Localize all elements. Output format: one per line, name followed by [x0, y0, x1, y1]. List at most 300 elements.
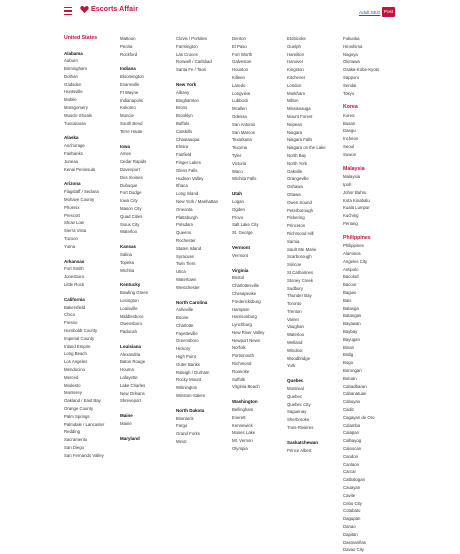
city-link[interactable]: Calbayog — [343, 438, 362, 444]
city-link[interactable]: Fargo — [176, 423, 188, 429]
city-link[interactable]: Humboldt County — [64, 328, 98, 333]
city-link[interactable]: Roanoke — [232, 368, 250, 374]
city-link[interactable]: Oshawa — [287, 184, 303, 190]
city-link[interactable]: Ames — [120, 151, 131, 157]
city-link[interactable]: Rocky Mount — [176, 377, 202, 383]
city-link[interactable]: Richmond — [232, 361, 252, 367]
city-link[interactable]: Potsdam — [176, 222, 193, 228]
city-link[interactable]: North York — [287, 160, 308, 166]
city-link[interactable]: Twin Tiers — [176, 261, 196, 267]
city-link[interactable]: Woodbridge — [287, 355, 311, 361]
city-link[interactable]: New York / Manhattan — [176, 198, 219, 204]
country-heading[interactable]: Philippines — [343, 234, 371, 241]
country-heading[interactable]: United States — [64, 35, 98, 41]
city-link[interactable]: Paducah — [120, 329, 137, 335]
city-link[interactable]: Calamba — [343, 422, 361, 428]
city-link[interactable]: Fairfield — [176, 152, 192, 158]
city-link[interactable]: Vaughan — [287, 324, 304, 330]
city-link[interactable]: Wilmington — [176, 385, 198, 391]
city-link[interactable]: Salina — [120, 251, 132, 257]
city-link[interactable]: Daegu — [343, 128, 356, 134]
city-link[interactable]: Phoenix — [64, 204, 80, 210]
region-heading[interactable]: Iowa — [120, 143, 131, 149]
city-link[interactable]: Cagayan de Oro — [343, 414, 375, 420]
city-link[interactable]: San Antonio — [232, 121, 256, 127]
region-heading[interactable]: Saskatchewan — [287, 439, 319, 445]
city-link[interactable]: Prince Albert — [287, 447, 312, 453]
city-link[interactable]: Farmington — [176, 43, 198, 49]
city-link[interactable]: Inland Empire — [64, 343, 91, 349]
adult-seo-link[interactable]: Adult SEO — [359, 10, 381, 15]
city-link[interactable]: Baybay — [343, 329, 358, 334]
city-link[interactable]: Mendocino — [64, 366, 86, 372]
city-link[interactable]: Rockford — [120, 51, 138, 57]
city-link[interactable]: Mississauga — [287, 106, 311, 112]
city-link[interactable]: Malaysia — [343, 174, 360, 180]
city-link[interactable]: Bakersfield — [64, 304, 86, 310]
city-link[interactable]: Denton — [232, 36, 246, 41]
city-link[interactable]: Houston — [232, 67, 249, 73]
city-link[interactable]: Los Angeles — [64, 359, 88, 365]
city-link[interactable]: Welland — [287, 340, 303, 346]
city-link[interactable]: Bais — [343, 297, 352, 303]
city-link[interactable]: Alaminos — [343, 251, 361, 257]
city-link[interactable]: Evansville — [120, 81, 140, 87]
city-link[interactable]: Buffalo — [176, 120, 190, 126]
city-link[interactable]: Bristol — [232, 275, 244, 281]
city-link[interactable]: Chesapeake — [232, 290, 257, 296]
city-link[interactable]: Incheon — [343, 136, 359, 142]
city-link[interactable]: Trenton — [287, 308, 302, 314]
city-link[interactable]: Chico — [64, 312, 75, 318]
city-link[interactable]: Des moines — [120, 174, 143, 180]
city-link[interactable]: Cadiz — [343, 406, 354, 412]
city-link[interactable]: Simcoe — [287, 262, 302, 268]
region-heading[interactable]: Alaska — [64, 135, 79, 141]
city-link[interactable]: Iowa City — [120, 198, 138, 204]
city-link[interactable]: Fresno — [64, 320, 78, 326]
city-link[interactable]: Catbalogan — [343, 477, 365, 483]
city-link[interactable]: Clovis / Portales — [176, 36, 208, 41]
country-heading[interactable]: Malaysia — [343, 165, 365, 172]
city-link[interactable]: Pickering — [287, 215, 305, 221]
city-link[interactable]: Gadsden — [64, 81, 82, 87]
city-link[interactable]: Maine — [120, 421, 132, 427]
city-link[interactable]: Hanover — [287, 59, 304, 65]
city-link[interactable]: Lake Charles — [120, 382, 146, 388]
city-link[interactable]: Cotabato — [343, 508, 361, 514]
city-link[interactable]: Roswell / Carlsbad — [176, 59, 212, 65]
city-link[interactable]: Chautauqua — [176, 136, 200, 142]
city-link[interactable]: Hiroshima — [343, 43, 363, 49]
city-link[interactable]: Sudbury — [287, 285, 304, 291]
city-link[interactable]: Hampton — [232, 306, 250, 312]
city-link[interactable]: Redding — [64, 429, 81, 435]
city-link[interactable]: Batangas — [343, 313, 362, 319]
city-link[interactable]: Orange County — [64, 405, 94, 411]
city-link[interactable]: Sioux City — [120, 221, 140, 227]
city-link[interactable]: Everett — [232, 414, 246, 420]
city-link[interactable]: Merced — [64, 374, 79, 380]
city-link[interactable]: Niagara Falls — [287, 137, 313, 143]
city-link[interactable]: Niagara — [287, 129, 303, 135]
city-link[interactable]: Bayawan — [343, 321, 361, 327]
city-link[interactable]: Stoney Creek — [287, 277, 314, 283]
city-link[interactable]: Waco — [232, 168, 243, 174]
city-link[interactable]: Dubuque — [120, 182, 138, 188]
city-link[interactable]: Richmond Hill — [287, 230, 314, 236]
region-heading[interactable]: North Carolina — [176, 299, 208, 305]
city-link[interactable]: Cauayan — [343, 484, 361, 490]
city-link[interactable]: St. George — [232, 230, 253, 236]
city-link[interactable]: Toronto — [287, 301, 302, 307]
region-heading[interactable]: North Dakota — [176, 407, 205, 413]
city-link[interactable]: Yuma — [64, 243, 75, 249]
region-heading[interactable]: Indiana — [120, 66, 136, 72]
city-link[interactable]: Brooklyn — [176, 113, 193, 119]
city-link[interactable]: Wichita Falls — [232, 176, 257, 182]
city-link[interactable]: Asheville — [176, 307, 194, 313]
city-link[interactable]: Laredo — [232, 82, 246, 88]
city-link[interactable]: Sarnia — [287, 238, 300, 244]
region-heading[interactable]: Washington — [232, 399, 258, 405]
city-link[interactable]: Shreveport — [120, 398, 142, 404]
city-link[interactable]: Minot — [176, 439, 187, 445]
city-link[interactable]: Queens — [176, 230, 192, 236]
city-link[interactable]: Mcallen — [232, 106, 247, 112]
city-link[interactable]: Grand Forks — [176, 431, 200, 437]
region-heading[interactable]: Kentucky — [120, 282, 141, 288]
city-link[interactable]: Oakland / East Bay — [64, 398, 101, 404]
city-link[interactable]: Modesto — [64, 382, 81, 388]
city-link[interactable]: Salt Lake City — [232, 222, 259, 228]
city-link[interactable]: Texoma — [232, 145, 248, 151]
city-link[interactable]: Bayugan — [343, 336, 360, 342]
city-link[interactable]: Fort Dodge — [120, 190, 142, 196]
city-link[interactable]: Portsmouth — [232, 353, 254, 359]
city-link[interactable]: Cabuyao — [343, 399, 361, 405]
region-heading[interactable]: Kansas — [120, 244, 137, 250]
city-link[interactable]: Ipoh — [343, 181, 352, 187]
hamburger-menu-icon[interactable] — [64, 7, 72, 15]
region-heading[interactable]: Quebec — [287, 378, 304, 384]
city-link[interactable]: Kennewick — [232, 422, 253, 428]
city-link[interactable]: Staten Island — [176, 245, 202, 251]
city-link[interactable]: Auburn — [64, 58, 78, 64]
city-link[interactable]: Bogo — [343, 360, 354, 366]
city-link[interactable]: Kuching — [343, 213, 359, 219]
city-link[interactable]: Hamilton — [287, 51, 304, 57]
city-link[interactable]: Palm Springs — [64, 413, 90, 419]
region-heading[interactable]: California — [64, 296, 85, 302]
city-link[interactable]: Baguio — [343, 290, 357, 296]
city-link[interactable]: Seoul — [343, 144, 354, 150]
city-link[interactable]: Fairbanks — [64, 151, 83, 157]
city-link[interactable]: Newport News — [232, 337, 260, 343]
city-link[interactable]: Fayetteville — [176, 330, 198, 336]
post-button[interactable]: Post — [382, 7, 395, 17]
city-link[interactable]: Binghamton — [176, 97, 199, 103]
city-link[interactable]: Bacoor — [343, 282, 357, 288]
city-link[interactable]: Huntsville — [64, 89, 83, 95]
city-link[interactable]: Little Rock — [64, 282, 85, 288]
city-link[interactable]: Raleigh / Durham — [176, 369, 210, 375]
city-link[interactable]: Provo — [232, 214, 244, 220]
city-link[interactable]: Syracuse — [176, 253, 194, 259]
city-link[interactable]: Tyler — [232, 152, 242, 158]
city-link[interactable]: Palmdale / Lancaster — [64, 421, 105, 427]
city-link[interactable]: Charlottesville — [232, 283, 259, 289]
city-link[interactable]: Greensboro — [176, 338, 199, 344]
city-link[interactable]: Cedar Rapids — [120, 159, 147, 165]
city-link[interactable]: Markham — [287, 90, 305, 96]
city-link[interactable]: Albany — [176, 89, 190, 95]
city-link[interactable]: Killeen — [232, 74, 245, 80]
city-link[interactable]: Westchester — [176, 284, 200, 290]
brand-logo[interactable] — [80, 5, 138, 14]
city-link[interactable]: Cavite — [343, 492, 356, 498]
city-link[interactable]: Kokomo — [120, 105, 136, 111]
city-link[interactable]: Davao City — [343, 547, 365, 553]
city-link[interactable]: Prescott — [64, 212, 80, 218]
city-link[interactable]: Catskills — [176, 128, 192, 134]
city-link[interactable]: Hudson Valley — [176, 175, 204, 181]
city-link[interactable]: Fort Smith — [64, 266, 84, 272]
city-link[interactable]: Odessa — [232, 113, 247, 119]
city-link[interactable]: Baton Rouge — [120, 359, 146, 365]
city-link[interactable]: Birmingham — [64, 66, 87, 72]
city-link[interactable]: Utica — [176, 269, 186, 275]
city-link[interactable]: Charlotte — [176, 322, 194, 328]
city-link[interactable]: Milton — [287, 98, 299, 104]
city-link[interactable]: Ithaca — [176, 183, 188, 189]
city-link[interactable]: South Bend — [120, 120, 143, 126]
city-link[interactable]: Winston-Salem — [176, 393, 206, 399]
city-link[interactable]: Muscle Shoals — [64, 112, 92, 118]
city-link[interactable]: Lexington — [120, 297, 139, 303]
region-heading[interactable]: Arizona — [64, 181, 81, 187]
city-link[interactable]: Norfolk — [232, 345, 246, 351]
city-link[interactable]: Vanier — [287, 316, 300, 322]
city-link[interactable]: Flagstaff / Sedona — [64, 189, 99, 195]
city-link[interactable]: Oneonta — [176, 206, 193, 212]
city-link[interactable]: Finger Lakes — [176, 159, 201, 165]
city-link[interactable]: Thunder Bay — [287, 293, 312, 299]
city-link[interactable]: Kota Kinabalu — [343, 197, 370, 203]
city-link[interactable]: Rochester — [176, 237, 196, 243]
city-link[interactable]: Okinawa — [343, 59, 360, 65]
city-link[interactable]: Middlesboro — [120, 313, 144, 319]
city-link[interactable]: Lafayette — [120, 375, 138, 381]
city-link[interactable]: Sherbrooke — [287, 417, 310, 423]
city-link[interactable]: Bloomington — [120, 74, 144, 80]
city-link[interactable]: Dothan — [64, 73, 78, 79]
city-link[interactable]: Muncie — [120, 113, 134, 119]
city-link[interactable]: Mason City — [120, 205, 142, 211]
city-link[interactable]: Tokyo — [343, 90, 355, 96]
city-link[interactable]: Mohave County — [64, 197, 95, 203]
city-link[interactable]: Bowling Green — [120, 290, 149, 296]
city-link[interactable]: Antipolo — [343, 266, 359, 272]
city-link[interactable]: Nepean — [287, 121, 303, 127]
city-link[interactable]: Calapan — [343, 430, 360, 436]
city-link[interactable]: Tucson — [64, 236, 78, 242]
city-link[interactable]: Alexandria — [120, 351, 141, 357]
city-link[interactable]: Trois-Rivières — [287, 425, 314, 431]
city-link[interactable]: San Marcos — [232, 129, 255, 135]
region-heading[interactable]: Maine — [120, 413, 133, 419]
region-heading[interactable]: Utah — [232, 191, 242, 197]
city-link[interactable]: Philippines — [343, 243, 364, 249]
city-link[interactable]: Juneau — [64, 158, 79, 164]
city-link[interactable]: Johor Bahru — [343, 189, 367, 195]
city-link[interactable]: Scarborough — [287, 254, 312, 260]
city-link[interactable]: Mattoon — [120, 36, 136, 41]
city-link[interactable]: Glens Falls — [176, 167, 198, 173]
city-link[interactable]: Indianapolis — [120, 97, 143, 103]
city-link[interactable]: Etobicoke — [287, 36, 306, 41]
city-link[interactable]: Davenport — [120, 166, 140, 172]
city-link[interactable]: Long Island — [176, 191, 199, 197]
city-link[interactable]: Cabanatuan — [343, 391, 367, 397]
region-heading[interactable]: Alabama — [64, 50, 83, 56]
region-heading[interactable]: Virginia — [232, 267, 249, 273]
city-link[interactable]: Caloocan — [343, 445, 362, 451]
city-link[interactable]: Virginia Beach — [232, 384, 260, 390]
city-link[interactable]: Lynchburg — [232, 322, 252, 328]
city-link[interactable]: Galveston — [232, 59, 252, 65]
region-heading[interactable]: Vermont — [232, 244, 251, 250]
city-link[interactable]: Candon — [343, 453, 359, 459]
city-link[interactable]: Borongan — [343, 367, 362, 373]
region-heading[interactable]: New York — [176, 81, 197, 87]
city-link[interactable]: Topeka — [120, 259, 134, 265]
city-link[interactable]: San Diego — [64, 444, 85, 450]
city-link[interactable]: Vermont — [232, 252, 249, 258]
city-link[interactable]: Waterloo — [287, 332, 305, 338]
city-link[interactable]: Ft Wayne — [120, 89, 139, 95]
city-link[interactable]: Binan — [343, 344, 354, 350]
city-link[interactable]: Monterey — [64, 390, 82, 396]
region-heading[interactable]: Arkansas — [64, 258, 85, 264]
city-link[interactable]: Texarkana — [232, 137, 252, 143]
city-link[interactable]: Danao — [343, 523, 356, 529]
city-link[interactable]: Elmira — [176, 144, 189, 150]
city-link[interactable]: Angeles City — [343, 258, 368, 264]
city-link[interactable]: Kuala Lumpur — [343, 205, 370, 211]
country-heading[interactable]: Korea — [343, 104, 358, 111]
city-link[interactable]: Lubbock — [232, 98, 249, 104]
city-link[interactable]: Kingston — [287, 67, 304, 73]
city-link[interactable]: Orangeville — [287, 176, 309, 182]
city-link[interactable]: Owensboro — [120, 321, 142, 327]
city-link[interactable]: Outer Banks — [176, 361, 200, 367]
city-link[interactable]: Oakville — [287, 168, 303, 174]
city-link[interactable]: Guelph — [287, 43, 301, 49]
city-link[interactable]: Las Cruces — [176, 51, 198, 57]
city-link[interactable]: Carcar — [343, 469, 356, 475]
city-link[interactable]: Balanga — [343, 305, 359, 311]
city-link[interactable]: Saguenay — [287, 409, 307, 415]
city-link[interactable]: Bismarck — [176, 415, 194, 421]
city-link[interactable]: Sacramento — [64, 437, 88, 443]
city-link[interactable]: Quebec — [287, 393, 303, 399]
city-link[interactable]: Bislig — [343, 352, 354, 358]
city-link[interactable]: York — [287, 363, 296, 369]
city-link[interactable]: Dasmariñas — [343, 539, 366, 545]
city-link[interactable]: Butuan — [343, 375, 357, 381]
city-link[interactable]: Quad Cities — [120, 213, 143, 219]
city-link[interactable]: Plattsburgh — [176, 214, 198, 220]
city-link[interactable]: Jonesboro — [64, 274, 85, 280]
city-link[interactable]: Mt. Vernon — [232, 438, 253, 444]
city-link[interactable]: Hickory — [176, 346, 191, 352]
city-link[interactable]: Logan — [232, 198, 244, 204]
city-link[interactable]: Moses Lake — [232, 430, 256, 436]
city-link[interactable]: Dapitan — [343, 531, 358, 537]
city-link[interactable]: Princeton — [287, 223, 306, 229]
city-link[interactable]: Sendai — [343, 82, 357, 88]
city-link[interactable]: Sault Ste Marie — [287, 246, 317, 252]
city-link[interactable]: Dagupan — [343, 516, 361, 522]
city-link[interactable]: Penang — [343, 220, 358, 226]
city-link[interactable]: Harrisonburg — [232, 314, 257, 320]
city-link[interactable]: Tuscaloosa — [64, 120, 86, 126]
city-link[interactable]: Suffolk — [232, 376, 246, 382]
city-link[interactable]: Fort Worth — [232, 51, 253, 57]
city-link[interactable]: Suwon — [343, 151, 357, 157]
city-link[interactable]: High Point — [176, 354, 196, 360]
city-link[interactable]: Sapporo — [343, 74, 360, 80]
city-link[interactable]: Montgomery — [64, 105, 88, 111]
city-link[interactable]: Windsor — [287, 347, 303, 353]
city-link[interactable]: Bacolod — [343, 274, 359, 280]
city-link[interactable]: Ogden — [232, 206, 245, 212]
city-link[interactable]: Anchorage — [64, 143, 85, 149]
city-link[interactable]: Osaka-Kobe-Kyoto — [343, 67, 380, 73]
city-link[interactable]: Ottawa — [287, 191, 301, 197]
city-link[interactable]: Wichita — [120, 267, 135, 273]
city-link[interactable]: Terre Haute — [120, 128, 143, 134]
city-link[interactable]: Louisville — [120, 305, 138, 311]
city-link[interactable]: London — [287, 82, 302, 88]
city-link[interactable]: St Catharines — [287, 269, 314, 275]
city-link[interactable]: Mobile — [64, 97, 77, 103]
city-link[interactable]: Sierra Vista — [64, 228, 87, 234]
city-link[interactable]: Fukuoka — [343, 36, 360, 41]
city-link[interactable]: Olympia — [232, 446, 248, 452]
city-link[interactable]: North Bay — [287, 152, 307, 158]
city-link[interactable]: Bronx — [176, 105, 188, 111]
city-link[interactable]: Peoria — [120, 43, 133, 49]
city-link[interactable]: Waterloo — [120, 229, 138, 235]
city-link[interactable]: Victoria — [232, 160, 247, 166]
region-heading[interactable]: Maryland — [120, 435, 140, 441]
city-link[interactable]: New River Valley — [232, 329, 265, 335]
city-link[interactable]: Fredericksburg — [232, 298, 261, 304]
city-link[interactable]: Kenai Peninsula — [64, 166, 96, 172]
city-link[interactable]: Cabadbaran — [343, 383, 367, 389]
city-link[interactable]: Korea — [343, 112, 355, 118]
city-link[interactable]: Show Low — [64, 220, 84, 226]
city-link[interactable]: Nagoya — [343, 51, 358, 57]
city-link[interactable]: Busan — [343, 120, 356, 126]
city-link[interactable]: San Fernando Valley — [64, 452, 104, 458]
city-link[interactable]: Kitchener — [287, 74, 306, 80]
city-link[interactable]: Long Beach — [64, 351, 87, 357]
city-link[interactable]: Boone — [176, 315, 189, 321]
city-link[interactable]: Houma — [120, 367, 134, 373]
